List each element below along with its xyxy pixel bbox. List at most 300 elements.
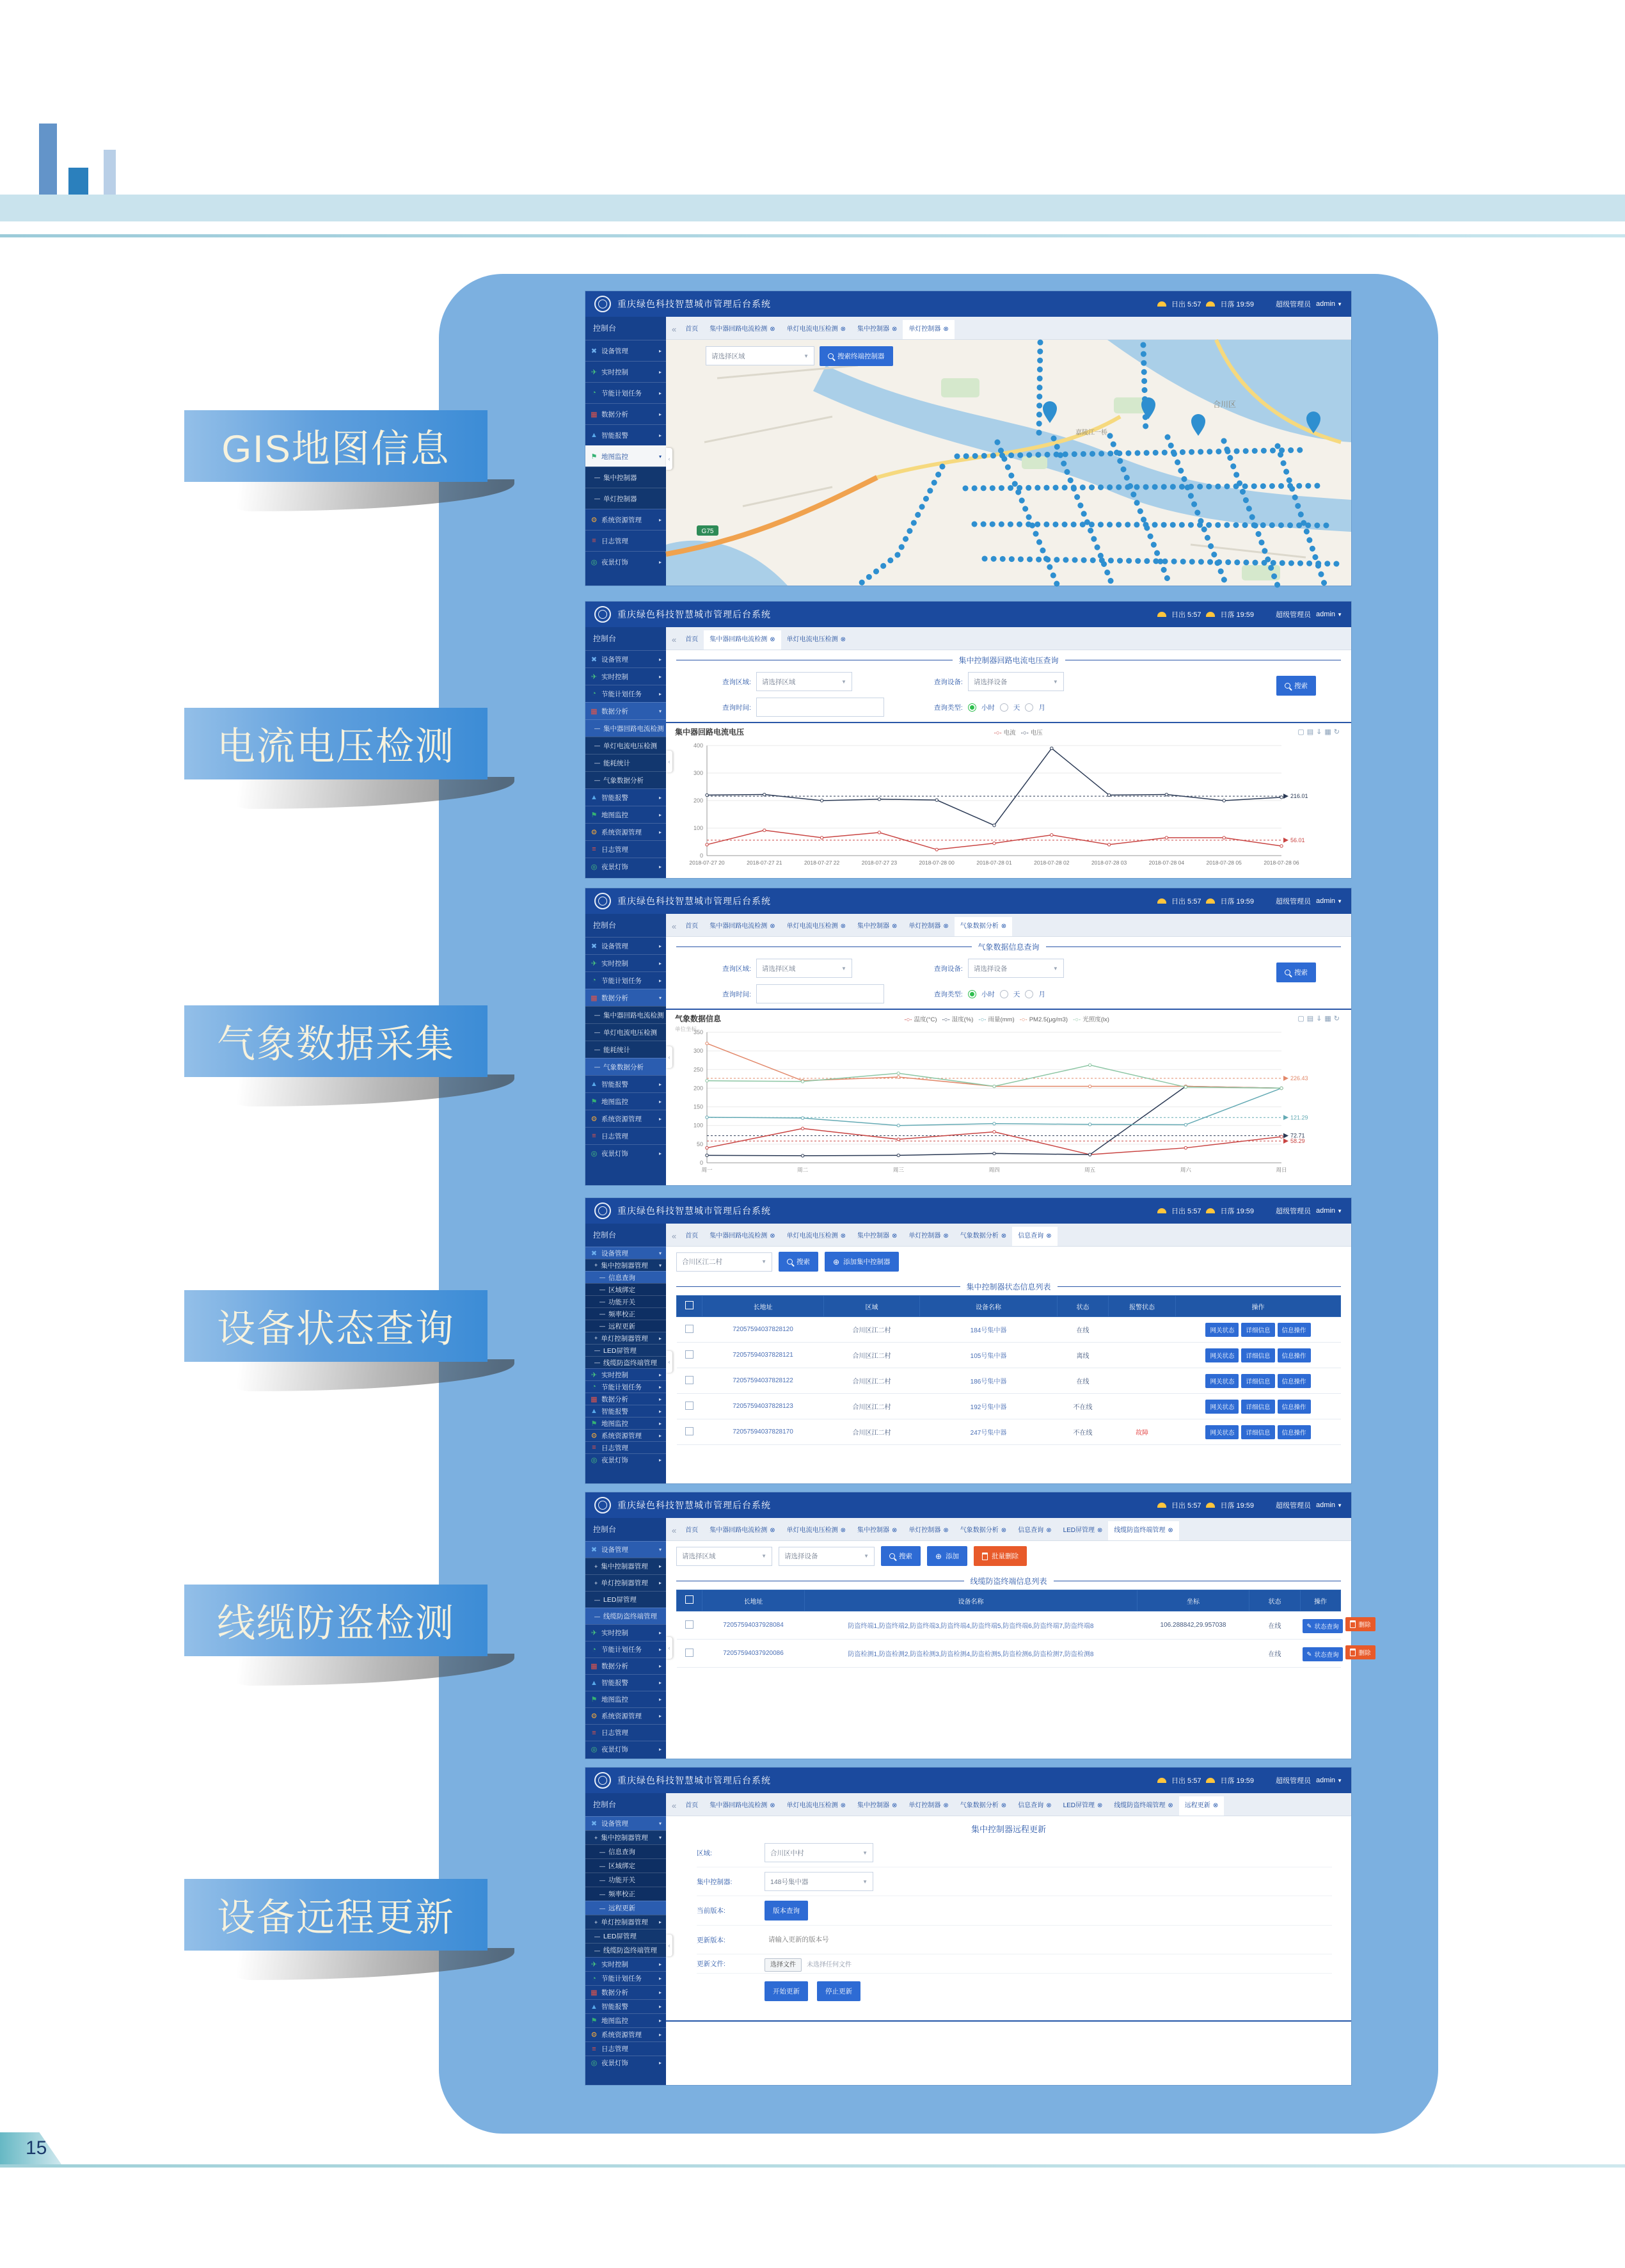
action-网关状态[interactable] — [1205, 1400, 1239, 1414]
smart-alarm-icon: ▲ — [591, 1080, 598, 1088]
sidebar-item-区域绑定[interactable] — [585, 1858, 666, 1873]
user-role: 超级管理员 — [1276, 301, 1312, 308]
sidebar-item-数据分析[interactable] — [585, 1985, 666, 1999]
close-tab-icon[interactable]: ⊗ — [840, 923, 846, 930]
download-icon[interactable]: ⇓ — [1316, 728, 1325, 736]
action-网关状态[interactable] — [1205, 1374, 1239, 1388]
row-checkbox[interactable] — [685, 1620, 694, 1629]
close-tab-icon[interactable]: ⊗ — [770, 1527, 775, 1534]
grid-view-icon[interactable]: ▦ — [1324, 1015, 1334, 1023]
svg-text:300: 300 — [693, 1048, 703, 1055]
download-icon[interactable]: ⇓ — [1316, 1015, 1325, 1023]
radio-月[interactable] — [1025, 703, 1033, 712]
close-tab-icon[interactable]: ⊗ — [943, 1233, 949, 1240]
search-button[interactable] — [1276, 962, 1316, 982]
tab-信息查询[interactable] — [1012, 1796, 1057, 1816]
chevron-down-icon: ▼ — [1337, 1778, 1342, 1784]
svg-text:2018-07-27 23: 2018-07-27 23 — [861, 859, 898, 866]
row-checkbox[interactable] — [685, 1376, 694, 1384]
query-time-input[interactable] — [756, 984, 884, 1003]
close-tab-icon[interactable]: ⊗ — [770, 1802, 775, 1809]
select-value: 请选择区域 — [682, 1553, 716, 1560]
close-tab-icon[interactable]: ⊗ — [892, 1233, 898, 1240]
sidebar-item-夜景灯饰[interactable] — [585, 2056, 666, 2070]
close-tab-icon[interactable]: ⊗ — [840, 1233, 846, 1240]
radio-天[interactable] — [1000, 703, 1008, 712]
sidebar-item-线缆防盗终端管理[interactable] — [585, 1943, 666, 1957]
svg-text:2018-07-27 21: 2018-07-27 21 — [747, 859, 782, 866]
gis-map[interactable] — [666, 340, 1351, 586]
device-management-icon: ✖ — [591, 942, 598, 950]
sidebar-item-日志管理[interactable] — [585, 1127, 666, 1144]
row-checkbox[interactable] — [685, 1325, 694, 1333]
app-title: 重庆绿色科技智慧城市管理后台系统 — [617, 1775, 771, 1785]
action-详细信息[interactable] — [1241, 1400, 1274, 1414]
tab-集中控制器[interactable] — [852, 1796, 903, 1816]
sidebar-item-集中控制器管理[interactable] — [585, 1830, 666, 1844]
sidebar-item-夜景灯饰[interactable] — [585, 1453, 666, 1465]
close-tab-icon[interactable]: ⊗ — [1168, 1527, 1173, 1534]
sidebar-item-远程更新[interactable] — [585, 1320, 666, 1332]
row-checkbox[interactable] — [685, 1427, 694, 1435]
toolbar-添加[interactable] — [927, 1546, 967, 1566]
sidebar-item-设备管理[interactable] — [585, 340, 666, 361]
tab-单灯电流电压检测[interactable] — [781, 630, 852, 650]
tab-集中控制器[interactable] — [852, 1521, 903, 1540]
tab-气象数据分析[interactable] — [955, 1796, 1012, 1816]
close-tab-icon[interactable]: ⊗ — [1168, 1802, 1173, 1809]
user-menu[interactable]: admin ▼ — [1316, 300, 1342, 308]
box-view-icon[interactable]: ▢ — [1297, 1015, 1307, 1023]
action-详细信息[interactable] — [1241, 1425, 1274, 1439]
toolbar-搜索[interactable] — [779, 1252, 818, 1272]
sidebar-item-智能报警[interactable] — [585, 788, 666, 806]
sidebar-item-数据分析[interactable] — [585, 1657, 666, 1674]
action-信息操作[interactable] — [1278, 1348, 1311, 1362]
table-header-row — [677, 1590, 1341, 1611]
sidebar-item-智能报警[interactable] — [585, 1674, 666, 1691]
tab-信息查询[interactable] — [1012, 1227, 1057, 1246]
sidebar-item-实时控制[interactable] — [585, 667, 666, 685]
close-tab-icon[interactable]: ⊗ — [770, 1233, 775, 1240]
decor-bar-3 — [104, 150, 116, 195]
close-tab-icon[interactable]: ⊗ — [1046, 1233, 1052, 1240]
tab-气象数据分析[interactable] — [955, 1521, 1012, 1540]
map-search-button[interactable] — [820, 346, 893, 366]
tabs-back-icon[interactable]: « — [672, 635, 677, 644]
refresh-icon[interactable]: ↻ — [1333, 728, 1342, 736]
sidebar-item-数据分析[interactable] — [585, 989, 666, 1006]
sidebar-item-线缆防盗终端管理[interactable] — [585, 1608, 666, 1624]
sidebar-collapse-handle[interactable]: ‹ — [666, 448, 672, 470]
dash-icon: — — [599, 1905, 605, 1912]
sidebar-item-实时控制[interactable] — [585, 1957, 666, 1971]
action-状态查询[interactable] — [1303, 1619, 1344, 1633]
close-tab-icon[interactable]: ⊗ — [1001, 1802, 1007, 1809]
tab-气象数据分析[interactable] — [955, 1227, 1012, 1246]
user-menu[interactable]: admin ▼ — [1316, 611, 1342, 618]
sidebar-item-label: 智能报警 — [601, 1679, 628, 1687]
toolbar-搜索[interactable] — [881, 1546, 921, 1566]
sidebar-item-设备管理[interactable] — [585, 1247, 666, 1259]
grid-view-icon[interactable]: ▦ — [1324, 728, 1334, 736]
sidebar-item-实时控制[interactable] — [585, 361, 666, 382]
close-tab-icon[interactable]: ⊗ — [1001, 923, 1007, 930]
sidebar-item-功能开关[interactable] — [585, 1295, 666, 1307]
toolbar-select[interactable] — [676, 1547, 772, 1566]
tab-集中器回路电流检测[interactable] — [704, 1227, 781, 1246]
cell: 72057594037828123 — [702, 1394, 824, 1419]
sidebar-item-设备管理[interactable] — [585, 650, 666, 667]
close-tab-icon[interactable]: ⊗ — [892, 326, 898, 333]
tab-单灯电流电压检测[interactable] — [781, 1227, 852, 1246]
sidebar-item-系统资源管理[interactable] — [585, 2027, 666, 2041]
action-状态查询[interactable] — [1303, 1647, 1344, 1661]
close-tab-icon[interactable]: ⊗ — [943, 1527, 949, 1534]
action-删除[interactable] — [1345, 1645, 1375, 1659]
action-label: 网关状态 — [1210, 1352, 1235, 1360]
tab-集中器回路电流检测[interactable] — [704, 630, 781, 650]
expand-icon: + — [594, 1834, 598, 1841]
row-checkbox[interactable] — [685, 1402, 694, 1410]
tab-首页[interactable] — [679, 917, 704, 936]
sidebar-item-智能报警[interactable] — [585, 1075, 666, 1092]
sidebar-collapse-handle[interactable]: ‹ — [666, 751, 672, 772]
sidebar-item-智能报警[interactable] — [585, 424, 666, 445]
sidebar-item-日志管理[interactable] — [585, 1441, 666, 1453]
close-tab-icon[interactable]: ⊗ — [1212, 1802, 1219, 1809]
device-select[interactable] — [968, 672, 1064, 691]
sidebar-item-夜景灯饰[interactable] — [585, 858, 666, 875]
radio-月[interactable] — [1025, 990, 1033, 998]
sidebar-item-数据分析[interactable] — [585, 702, 666, 719]
close-tab-icon[interactable]: ⊗ — [1097, 1802, 1103, 1809]
action-信息操作[interactable] — [1278, 1323, 1311, 1337]
chevron-right-icon: ▸ — [658, 1663, 662, 1669]
tab-单灯控制器[interactable] — [903, 1521, 954, 1540]
user-menu[interactable]: admin ▼ — [1316, 897, 1342, 905]
sidebar-item-单灯电流电压检测[interactable] — [585, 1023, 666, 1041]
button-label: 搜索 — [797, 1258, 810, 1266]
choose-file-button[interactable]: 选择文件 — [765, 1958, 802, 1972]
sidebar-item-系统资源管理[interactable] — [585, 1707, 666, 1724]
tab-LED屏管理[interactable] — [1058, 1521, 1109, 1540]
toolbar-批量删除[interactable] — [974, 1546, 1027, 1566]
close-tab-icon[interactable]: ⊗ — [1046, 1802, 1052, 1809]
tab-线缆防盗终端管理[interactable] — [1108, 1796, 1178, 1816]
sidebar-item-地图监控[interactable] — [585, 1417, 666, 1429]
tab-单灯电流电压检测[interactable] — [781, 1796, 852, 1816]
close-tab-icon[interactable]: ⊗ — [1001, 1527, 1007, 1534]
sidebar-item-系统资源管理[interactable] — [585, 1429, 666, 1441]
sidebar-item-设备管理[interactable] — [585, 937, 666, 954]
app-title: 重庆绿色科技智慧城市管理后台系统 — [617, 896, 771, 906]
close-tab-icon[interactable]: ⊗ — [840, 1802, 846, 1809]
new-version-input[interactable] — [765, 1930, 956, 1949]
sidebar-item-日志管理[interactable] — [585, 840, 666, 858]
form-label: 集中控制器: — [697, 1878, 733, 1886]
tab-气象数据分析[interactable] — [955, 917, 1012, 936]
sidebar-item-单灯控制器管理[interactable] — [585, 1332, 666, 1344]
tab-集中控制器[interactable] — [852, 1227, 903, 1246]
dash-icon: — — [599, 1298, 605, 1305]
sidebar-item-地图监控[interactable] — [585, 1092, 666, 1110]
sidebar-item-系统资源管理[interactable] — [585, 509, 666, 530]
tab-单灯电流电压检测[interactable] — [781, 917, 852, 936]
sidebar-item-智能报警[interactable] — [585, 1405, 666, 1417]
sidebar-item-实时控制[interactable] — [585, 1368, 666, 1380]
start-update-button[interactable] — [765, 1981, 808, 2001]
tab-单灯控制器[interactable] — [903, 1796, 954, 1816]
chevron-right-icon: ▸ — [658, 1457, 662, 1463]
sidebar-item-气象数据分析[interactable] — [585, 771, 666, 788]
sidebar-item-集中器回路电流检测[interactable] — [585, 719, 666, 737]
stop-update-button[interactable] — [817, 1981, 860, 2001]
action-网关状态[interactable] — [1205, 1323, 1239, 1337]
sidebar-item-地图监控[interactable] — [585, 2013, 666, 2027]
user-role: 超级管理员 — [1276, 1777, 1312, 1785]
tab-线缆防盗终端管理[interactable] — [1108, 1521, 1178, 1540]
sidebar-item-单灯控制器管理[interactable] — [585, 1915, 666, 1929]
tab-首页[interactable] — [679, 1521, 704, 1540]
sidebar-item-集中器回路电流检测[interactable] — [585, 1006, 666, 1023]
action-详细信息[interactable] — [1241, 1348, 1274, 1362]
tab-label: 集中器回路电流检测 — [709, 1527, 768, 1534]
sidebar-item-地图监控[interactable] — [585, 1691, 666, 1707]
sidebar-collapse-handle[interactable]: ‹ — [666, 1046, 672, 1068]
action-网关状态[interactable] — [1205, 1425, 1239, 1439]
user-menu[interactable]: admin ▼ — [1316, 1777, 1342, 1784]
sidebar-item-集中控制器管理[interactable] — [585, 1259, 666, 1271]
sidebar-item-日志管理[interactable] — [585, 530, 666, 551]
sidebar-item-频率校正[interactable] — [585, 1887, 666, 1901]
sidebar-item-系统资源管理[interactable] — [585, 823, 666, 840]
sidebar-item-节能计划任务[interactable] — [585, 1641, 666, 1657]
sidebar-item-节能计划任务[interactable] — [585, 971, 666, 989]
close-tab-icon[interactable]: ⊗ — [943, 923, 949, 930]
sidebar-collapse-handle[interactable]: ‹ — [666, 1351, 672, 1373]
tab-集中器回路电流检测[interactable] — [704, 320, 781, 339]
tab-首页[interactable] — [679, 1227, 704, 1246]
sidebar-item-单灯电流电压检测[interactable] — [585, 737, 666, 754]
sidebar-item-节能计划任务[interactable] — [585, 1971, 666, 1985]
sidebar-collapse-handle[interactable]: ‹ — [666, 1637, 672, 1659]
tab-远程更新[interactable] — [1179, 1796, 1224, 1816]
data-analysis-icon: ▦ — [591, 1395, 598, 1403]
sidebar-item-label: 单灯电流电压检测 — [603, 742, 657, 750]
sidebar-collapse-handle[interactable]: ‹ — [666, 1935, 672, 1956]
close-tab-icon[interactable]: ⊗ — [770, 326, 775, 333]
tabs-back-icon[interactable]: « — [672, 922, 677, 931]
tab-集中控制器[interactable] — [852, 917, 903, 936]
close-tab-icon[interactable]: ⊗ — [892, 1802, 898, 1809]
close-tab-icon[interactable]: ⊗ — [943, 1802, 949, 1809]
tab-首页[interactable] — [679, 630, 704, 650]
map-region-select[interactable] — [706, 346, 814, 365]
action-网关状态[interactable] — [1205, 1348, 1239, 1362]
table-header-row — [677, 1296, 1341, 1317]
action-信息操作[interactable] — [1278, 1374, 1311, 1388]
sidebar-item-集中控制器[interactable] — [585, 467, 666, 488]
sidebar-item-单灯控制器管理[interactable] — [585, 1574, 666, 1591]
chart-legend — [744, 728, 1297, 737]
table-view-icon[interactable]: ▤ — [1306, 1015, 1317, 1023]
radio-小时[interactable] — [968, 990, 976, 998]
region-select[interactable] — [756, 959, 852, 978]
map-container — [666, 340, 1351, 586]
data-analysis-icon: ▦ — [591, 1989, 598, 1997]
region-select[interactable] — [765, 1843, 873, 1862]
app-title: 重庆绿色科技智慧城市管理后台系统 — [617, 1206, 771, 1216]
tab-LED屏管理[interactable] — [1058, 1796, 1109, 1816]
sidebar-item-实时控制[interactable] — [585, 954, 666, 971]
sidebar-item-LED屏管理[interactable] — [585, 1591, 666, 1608]
column-长地址: 长地址 — [702, 1296, 824, 1317]
close-tab-icon[interactable]: ⊗ — [840, 636, 846, 643]
sidebar-item-节能计划任务[interactable] — [585, 1380, 666, 1393]
version-query-button[interactable] — [765, 1901, 808, 1921]
device-select[interactable] — [968, 959, 1064, 978]
button-label: 停止更新 — [825, 1988, 852, 1995]
sidebar-item-集中控制器管理[interactable] — [585, 1558, 666, 1574]
sidebar-item-日志管理[interactable] — [585, 1724, 666, 1741]
sidebar-item-夜景灯饰[interactable] — [585, 1741, 666, 1757]
action-信息操作[interactable] — [1278, 1425, 1311, 1439]
sidebar-item-数据分析[interactable] — [585, 403, 666, 424]
close-tab-icon[interactable]: ⊗ — [840, 326, 846, 333]
sidebar-item-设备管理[interactable] — [585, 1541, 666, 1558]
select-all-checkbox[interactable] — [685, 1301, 694, 1309]
sidebar-item-频率校正[interactable] — [585, 1307, 666, 1320]
sidebar-item-能耗统计[interactable] — [585, 754, 666, 771]
sidebar-item-LED屏管理[interactable] — [585, 1344, 666, 1356]
close-tab-icon[interactable]: ⊗ — [892, 923, 898, 930]
tab-单灯电流电压检测[interactable] — [781, 320, 852, 339]
tabs-back-icon[interactable]: « — [672, 1231, 677, 1241]
chevron-right-icon: ▸ — [658, 1746, 662, 1752]
row-checkbox[interactable] — [685, 1649, 694, 1657]
legend-label: 雨量(mm) — [988, 1016, 1015, 1023]
tab-集中器回路电流检测[interactable] — [704, 1796, 781, 1816]
tab-信息查询[interactable] — [1012, 1521, 1057, 1540]
refresh-icon[interactable]: ↻ — [1333, 1015, 1342, 1023]
close-tab-icon[interactable]: ⊗ — [1046, 1527, 1052, 1534]
sidebar-item-数据分析[interactable] — [585, 1393, 666, 1405]
toolbar-添加集中控制器[interactable] — [825, 1252, 899, 1272]
tab-集中器回路电流检测[interactable] — [704, 917, 781, 936]
close-tab-icon[interactable]: ⊗ — [1001, 1233, 1007, 1240]
sidebar-item-地图监控[interactable] — [585, 445, 666, 467]
toolbar-select[interactable] — [779, 1547, 875, 1566]
device-management-icon: ✖ — [591, 1820, 598, 1828]
sidebar-item-区域绑定[interactable] — [585, 1283, 666, 1295]
sidebar-item-功能开关[interactable] — [585, 1873, 666, 1887]
action-详细信息[interactable] — [1241, 1374, 1274, 1388]
close-tab-icon[interactable]: ⊗ — [1097, 1527, 1103, 1534]
tab-单灯控制器[interactable] — [903, 917, 954, 936]
realtime-control-icon: ✈ — [591, 1961, 598, 1969]
console-label: 控制台 — [585, 317, 666, 340]
controller-select[interactable] — [765, 1872, 873, 1891]
toolbar-select[interactable] — [676, 1252, 772, 1272]
tab-bar — [666, 1518, 1351, 1541]
tab-单灯控制器[interactable] — [903, 320, 954, 339]
tab-单灯控制器[interactable] — [903, 1227, 954, 1246]
sidebar-item-线缆防盗终端管理[interactable] — [585, 1356, 666, 1368]
tabs-back-icon[interactable]: « — [672, 1526, 677, 1535]
sidebar-item-地图监控[interactable] — [585, 806, 666, 823]
sidebar-item-设备管理[interactable] — [585, 1816, 666, 1830]
svg-text:226.43: 226.43 — [1290, 1075, 1308, 1082]
svg-text:周五: 周五 — [1084, 1167, 1096, 1173]
system-resources-icon: ⚙ — [591, 2031, 598, 2039]
sunrise-icon — [1157, 898, 1166, 904]
close-tab-icon[interactable]: ⊗ — [770, 636, 775, 643]
sidebar-item-气象数据分析[interactable] — [585, 1058, 666, 1075]
close-tab-icon[interactable]: ⊗ — [943, 326, 949, 333]
tab-单灯电流电压检测[interactable] — [781, 1521, 852, 1540]
action-删除[interactable] — [1345, 1617, 1375, 1631]
sidebar-item-远程更新[interactable] — [585, 1901, 666, 1915]
query-time-input[interactable] — [756, 698, 884, 717]
row-checkbox[interactable] — [685, 1350, 694, 1359]
sidebar-item-夜景灯饰[interactable] — [585, 1144, 666, 1162]
sidebar-item-label: 信息查询 — [608, 1274, 635, 1282]
tab-集中控制器[interactable] — [852, 320, 903, 339]
radio-天[interactable] — [1000, 990, 1008, 998]
tabs-back-icon[interactable]: « — [672, 324, 677, 334]
box-view-icon[interactable]: ▢ — [1297, 728, 1307, 736]
sidebar-item-LED屏管理[interactable] — [585, 1929, 666, 1943]
close-tab-icon[interactable]: ⊗ — [892, 1527, 898, 1534]
tab-首页[interactable] — [679, 320, 704, 339]
close-tab-icon[interactable]: ⊗ — [840, 1527, 846, 1534]
sidebar-item-日志管理[interactable] — [585, 2041, 666, 2056]
sidebar-item-夜景灯饰[interactable] — [585, 551, 666, 572]
sidebar-item-节能计划任务[interactable] — [585, 685, 666, 702]
user-menu[interactable]: admin ▼ — [1316, 1207, 1342, 1215]
sidebar-item-能耗统计[interactable] — [585, 1041, 666, 1058]
header-status — [1157, 896, 1342, 906]
close-tab-icon[interactable]: ⊗ — [770, 923, 775, 930]
legend-label: 湿度(%) — [951, 1016, 974, 1023]
select-all-checkbox[interactable] — [685, 1595, 694, 1604]
region-select[interactable] — [756, 672, 852, 691]
sidebar-item-信息查询[interactable] — [585, 1844, 666, 1858]
actions-cell — [1176, 1368, 1341, 1394]
sidebar-item-信息查询[interactable] — [585, 1271, 666, 1283]
time-label: 查询时间: — [722, 703, 751, 712]
user-menu[interactable]: admin ▼ — [1316, 1501, 1342, 1509]
action-详细信息[interactable] — [1241, 1323, 1274, 1337]
tab-集中器回路电流检测[interactable] — [704, 1521, 781, 1540]
search-button[interactable] — [1276, 676, 1316, 696]
sidebar-item-实时控制[interactable] — [585, 1624, 666, 1641]
cell: 合川区江二村 — [824, 1419, 920, 1445]
radio-小时[interactable] — [968, 703, 976, 712]
sidebar-item-label: 功能开关 — [608, 1876, 635, 1884]
cell: 184号集中器 — [920, 1317, 1058, 1343]
table-view-icon[interactable]: ▤ — [1306, 728, 1317, 736]
tabs-back-icon[interactable]: « — [672, 1801, 677, 1810]
sidebar-item-系统资源管理[interactable] — [585, 1110, 666, 1127]
action-信息操作[interactable] — [1278, 1400, 1311, 1414]
sidebar-item-label: 地图监控 — [601, 1098, 628, 1106]
sidebar-item-单灯控制器[interactable] — [585, 488, 666, 509]
sidebar-item-智能报警[interactable] — [585, 1999, 666, 2013]
sidebar-item-节能计划任务[interactable] — [585, 382, 666, 403]
tab-首页[interactable] — [679, 1796, 704, 1816]
